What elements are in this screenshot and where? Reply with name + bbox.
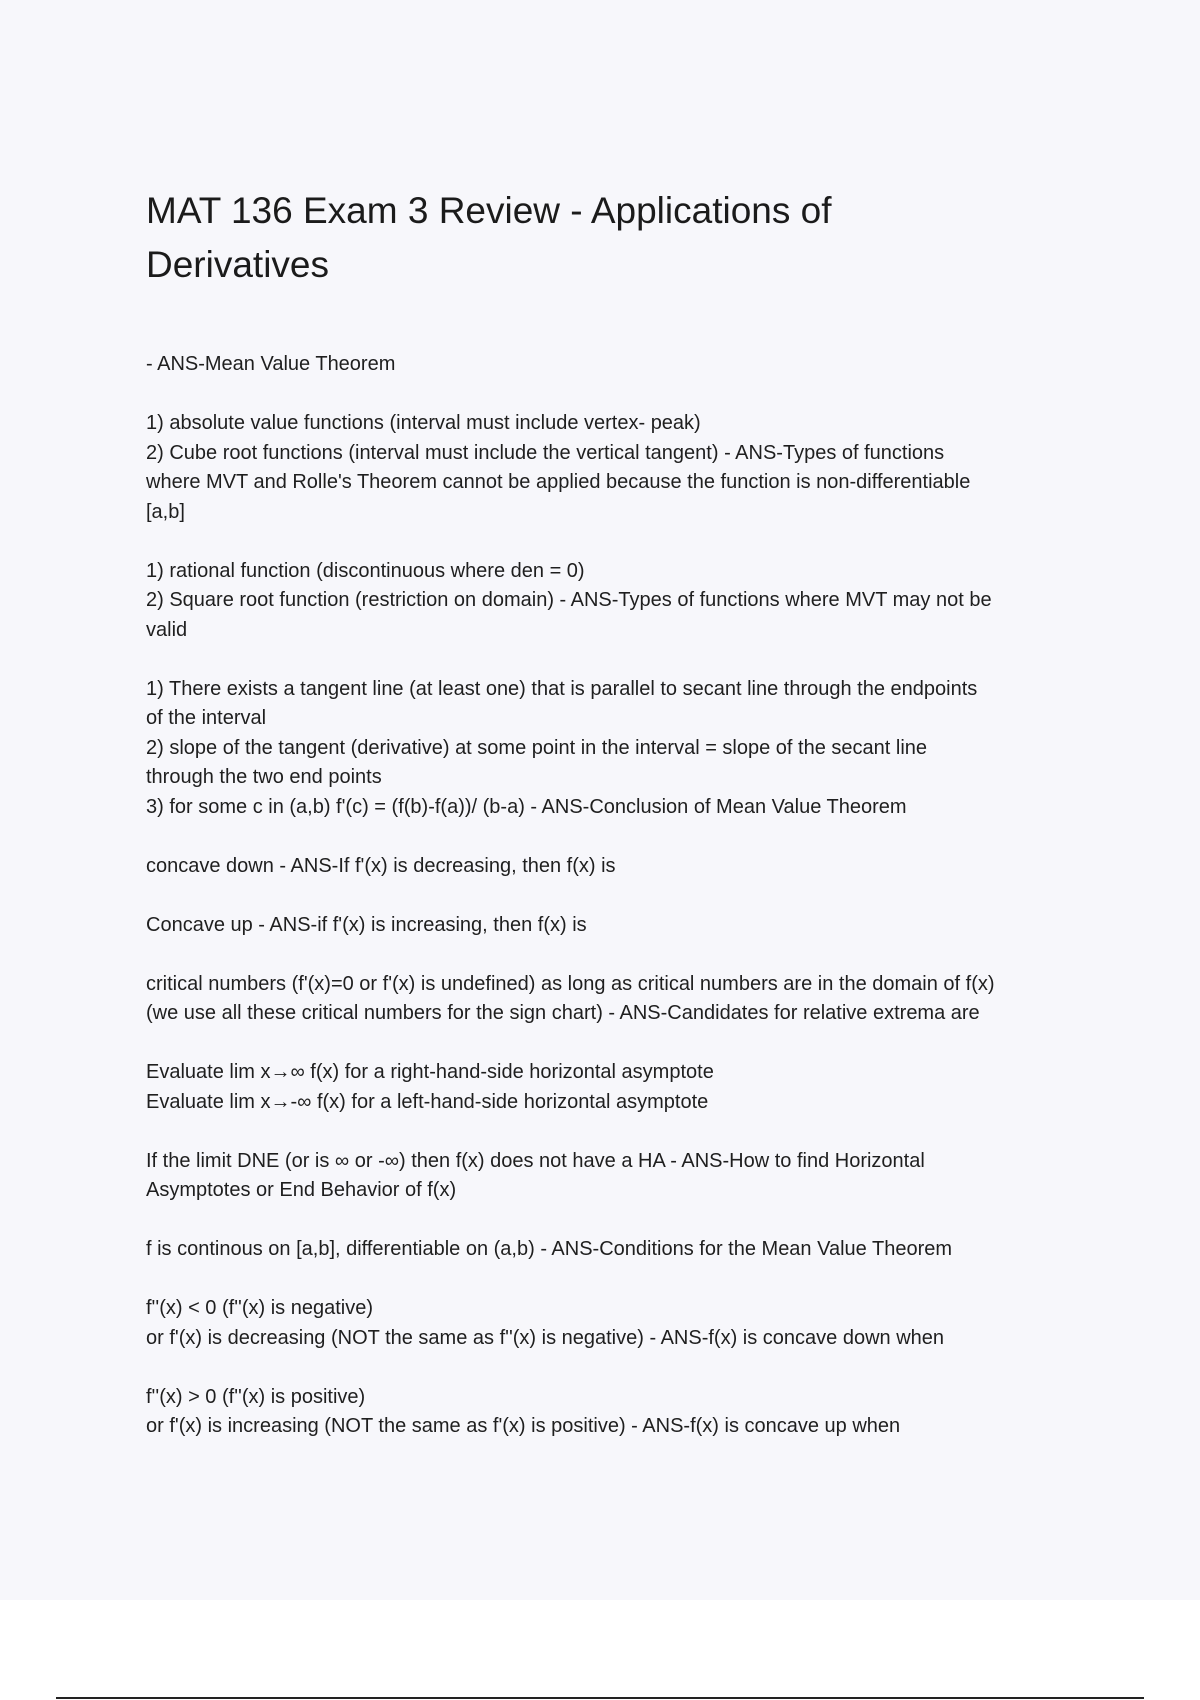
document-title [146,184,1096,292]
text-line: 2) Cube root functions (interval must include the vertical tangent) - ANS-Types of functions [146,441,945,464]
qa-block [146,1235,1096,1265]
text-line: Evaluate lim x→∞ f(x) for a right-hand-side horizontal asymptote [146,1061,714,1083]
text-line: 2) slope of the tangent (derivative) at some point in the interval = slope of the secant line [146,736,928,759]
text-line: or f'(x) is increasing (NOT the same as f'(x) is positive) - ANS-f(x) is concave up when [146,1415,901,1437]
qa-block [146,350,1096,380]
text-line: Asymptotes or End Behavior of f(x) [146,1179,457,1201]
text-line: f''(x) > 0 (f''(x) is positive) [146,1385,366,1408]
text-line: f is continous on [a,b], differentiable on (a,b) - ANS-Conditions for the Mean Value Theorem [146,1238,953,1260]
text-line: (we use all these critical numbers for the sign chart) - ANS-Candidates for relative extrema are [146,1002,980,1024]
text-line: f''(x) < 0 (f''(x) is negative) [146,1297,373,1319]
text-line: If the limit DNE (or is ∞ or -∞) then f(x) does not have a HA - ANS-How to find Horizontal [146,1149,925,1172]
qa-block [146,970,1096,1029]
qa-block [146,675,1096,823]
qa-block [146,557,1096,646]
text-line: concave down - ANS-If f'(x) is decreasing, then f(x) is [146,854,616,877]
qa-block [146,1147,1096,1206]
qa-block [146,1294,1096,1353]
qa-block [146,1058,1096,1117]
text-line: 2) Square root function (restriction on domain) - ANS-Types of functions where MVT may not be [146,589,992,611]
text-line: of the interval [146,707,267,729]
text-line: 1) rational function (discontinuous where den = 0) [146,559,585,582]
text-line: 1) There exists a tangent line (at least one) that is parallel to secant line through the endpoints [146,677,978,700]
text-line: Concave up - ANS-if f'(x) is increasing, then f(x) is [146,913,587,936]
text-line: Evaluate lim x→-∞ f(x) for a left-hand-side horizontal asymptote [146,1090,709,1113]
text-line: valid [146,618,188,641]
text-line: 3) for some c in (a,b) f'(c) = (f(b)-f(a))/ (b-a) - ANS-Conclusion of Mean Value Theorem [146,795,907,818]
text-line: [a,b] [146,500,185,523]
qa-block [146,852,1096,882]
document-content [146,184,1096,1471]
qa-block [146,1383,1096,1442]
qa-block [146,911,1096,941]
title-line: Derivatives [146,244,329,285]
text-line: where MVT and Rolle's Theorem cannot be applied because the function is non-differentiable [146,471,971,493]
footer-divider [56,1697,1144,1699]
text-line: or f'(x) is decreasing (NOT the same as f''(x) is negative) - ANS-f(x) is concave down when [146,1326,945,1349]
title-line: MAT 136 Exam 3 Review - Applications of [146,190,832,231]
text-line: - ANS-Mean Value Theorem [146,353,396,375]
text-line: critical numbers (f'(x)=0 or f'(x) is undefined) as long as critical numbers are in the domain of f(x) [146,972,995,995]
text-line: through the two end points [146,766,382,788]
text-line: 1) absolute value functions (interval must include vertex- peak) [146,412,701,434]
qa-block [146,409,1096,527]
